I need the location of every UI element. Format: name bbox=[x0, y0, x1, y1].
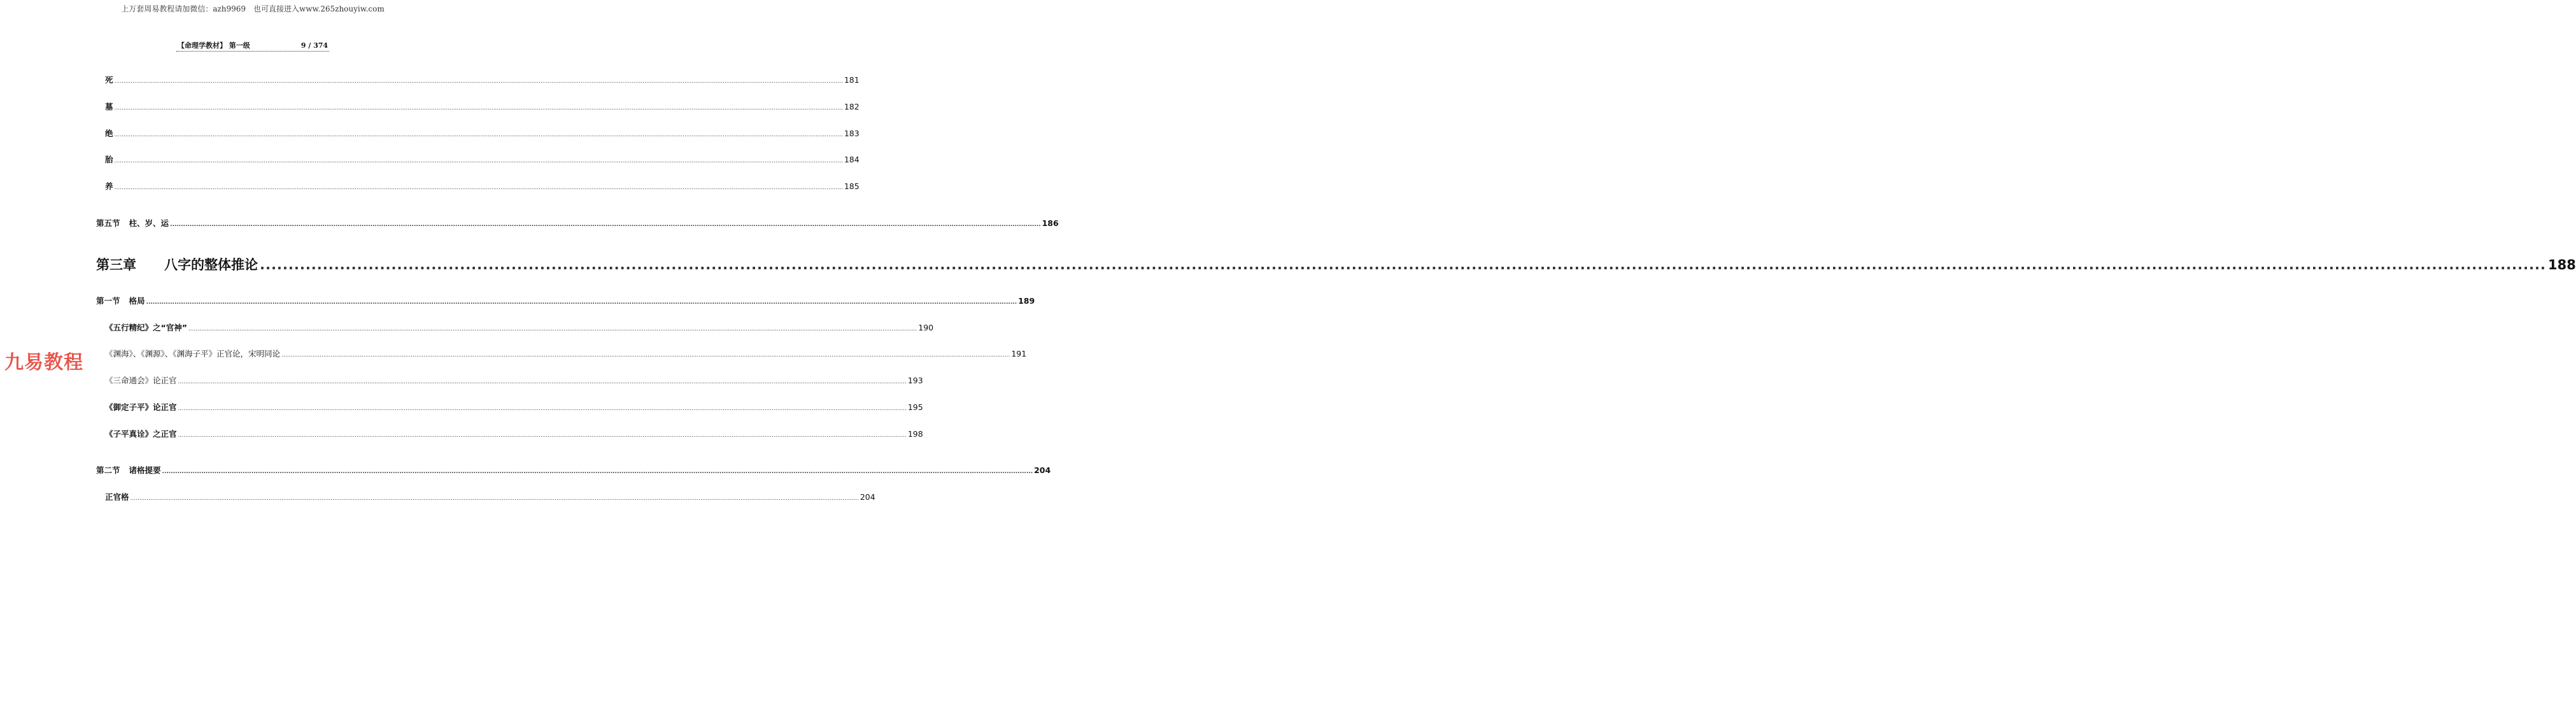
dot-leader: ................................................................................................................................................................................................................................................................................................................................................................................................................ bbox=[146, 299, 1017, 306]
dot-leader: ................................................................................................................................................................................................................................................................................................................................................................................................................ bbox=[114, 185, 843, 191]
toc-entry-label: 正官格 bbox=[105, 492, 129, 502]
toc-entry-label: 墓 bbox=[105, 102, 113, 111]
toc-entry-page: 204 bbox=[860, 492, 875, 502]
toc-section-label bbox=[96, 217, 169, 229]
toc-section-page: 204 bbox=[1034, 465, 1051, 475]
toc-entry-page: 195 bbox=[907, 402, 923, 412]
dot-leader: ................................................................................................................................................................................................................................................................................................................................................................................................................ bbox=[260, 257, 2547, 273]
toc-entry-label: 养 bbox=[105, 181, 113, 191]
toc-section-label bbox=[96, 464, 161, 476]
toc-entry-page: 185 bbox=[844, 181, 860, 191]
page-indicator: 9 / 374 bbox=[301, 41, 329, 50]
section-title: 诸格提要 bbox=[129, 465, 161, 475]
toc-entry-label: 《五行精纪》之“官神” bbox=[105, 323, 187, 332]
toc-entry-page: 182 bbox=[844, 102, 860, 111]
toc-entry-page: 191 bbox=[1011, 349, 1027, 358]
dot-leader: ................................................................................................................................................................................................................................................................................................................................................................................................................ bbox=[170, 222, 1041, 228]
dot-leader: ................................................................................................................................................................................................................................................................................................................................................................................................................ bbox=[114, 78, 843, 85]
toc-section-2[interactable] bbox=[96, 464, 1051, 476]
section-number: 第一节 bbox=[96, 296, 120, 306]
toc-entry-yuanhai[interactable] bbox=[105, 348, 1027, 359]
dot-leader: ................................................................................................................................................................................................................................................................................................................................................................................................................ bbox=[178, 379, 907, 385]
toc-entry-page: 190 bbox=[918, 323, 934, 332]
dot-leader: ................................................................................................................................................................................................................................................................................................................................................................................................................ bbox=[281, 352, 1010, 358]
toc-section-1[interactable] bbox=[96, 295, 1035, 306]
toc-entry-sanming[interactable] bbox=[105, 374, 923, 386]
toc-section-page: 186 bbox=[1042, 218, 1059, 228]
toc-entry-yuding[interactable] bbox=[105, 401, 923, 413]
dot-leader: ................................................................................................................................................................................................................................................................................................................................................................................................................ bbox=[162, 469, 1033, 475]
toc-section-page: 189 bbox=[1018, 296, 1035, 306]
toc-entry-label: 死 bbox=[105, 75, 113, 85]
toc-entry-page: 181 bbox=[844, 75, 860, 85]
toc-entry-zhengguan[interactable] bbox=[105, 491, 875, 502]
toc-entry-ziping[interactable] bbox=[105, 428, 923, 439]
section-number: 第五节 bbox=[96, 218, 120, 228]
toc-entry-label: 《御定子平》论正官 bbox=[105, 402, 177, 412]
section-number: 第二节 bbox=[96, 465, 120, 475]
top-notice: 上万套周易教程请加微信：azh9969 也可直接进入www.265zhouyiw.com bbox=[121, 4, 385, 13]
toc-chapter-3[interactable] bbox=[96, 255, 2576, 274]
dot-leader: ................................................................................................................................................................................................................................................................................................................................................................................................................ bbox=[188, 326, 917, 332]
toc-entry-label: 《渊海》、《渊源》、《渊海子平》正官论，宋明同论 bbox=[105, 349, 281, 358]
chapter-number: 第三章 bbox=[96, 257, 136, 273]
watermark-logo: 九易教程 bbox=[4, 351, 83, 374]
running-header bbox=[0, 40, 506, 52]
chapter-title: 八字的整体推论 bbox=[164, 257, 258, 273]
toc-entry-label: 《三命通会》论正官 bbox=[105, 376, 177, 385]
dot-leader: ................................................................................................................................................................................................................................................................................................................................................................................................................ bbox=[178, 432, 907, 439]
dot-leader: ................................................................................................................................................................................................................................................................................................................................................................................................................ bbox=[114, 158, 843, 164]
toc-entry-tai[interactable] bbox=[105, 153, 860, 165]
toc-entry-page: 193 bbox=[907, 376, 923, 385]
toc-entry-yang[interactable] bbox=[105, 180, 860, 192]
dot-leader: ................................................................................................................................................................................................................................................................................................................................................................................................................ bbox=[130, 495, 859, 502]
toc-entry-si[interactable] bbox=[105, 74, 860, 85]
toc-entry-jue[interactable] bbox=[105, 127, 860, 139]
toc-entry-page: 184 bbox=[844, 155, 860, 164]
toc-entry-label: 绝 bbox=[105, 129, 113, 138]
section-title: 柱、岁、运 bbox=[129, 218, 169, 228]
toc-entry-page: 183 bbox=[844, 129, 860, 138]
section-title: 格局 bbox=[129, 296, 145, 306]
toc-entry-label: 《子平真诠》之正官 bbox=[105, 429, 177, 439]
toc-section-5[interactable] bbox=[96, 217, 1059, 229]
toc-entry-label: 胎 bbox=[105, 155, 113, 164]
toc-chapter-page: 188 bbox=[2548, 257, 2576, 273]
toc-entry-mu[interactable] bbox=[105, 101, 860, 112]
toc-section-label bbox=[96, 295, 145, 306]
toc-chapter-label bbox=[96, 255, 258, 274]
toc-entry-wuxing[interactable] bbox=[105, 322, 934, 333]
toc-entry-page: 198 bbox=[907, 429, 923, 439]
dot-leader: ................................................................................................................................................................................................................................................................................................................................................................................................................ bbox=[114, 132, 843, 138]
book-title: 【命理学教材】 第一级 bbox=[177, 41, 250, 50]
dot-leader: ................................................................................................................................................................................................................................................................................................................................................................................................................ bbox=[178, 406, 907, 412]
dot-leader: ................................................................................................................................................................................................................................................................................................................................................................................................................ bbox=[114, 105, 843, 111]
